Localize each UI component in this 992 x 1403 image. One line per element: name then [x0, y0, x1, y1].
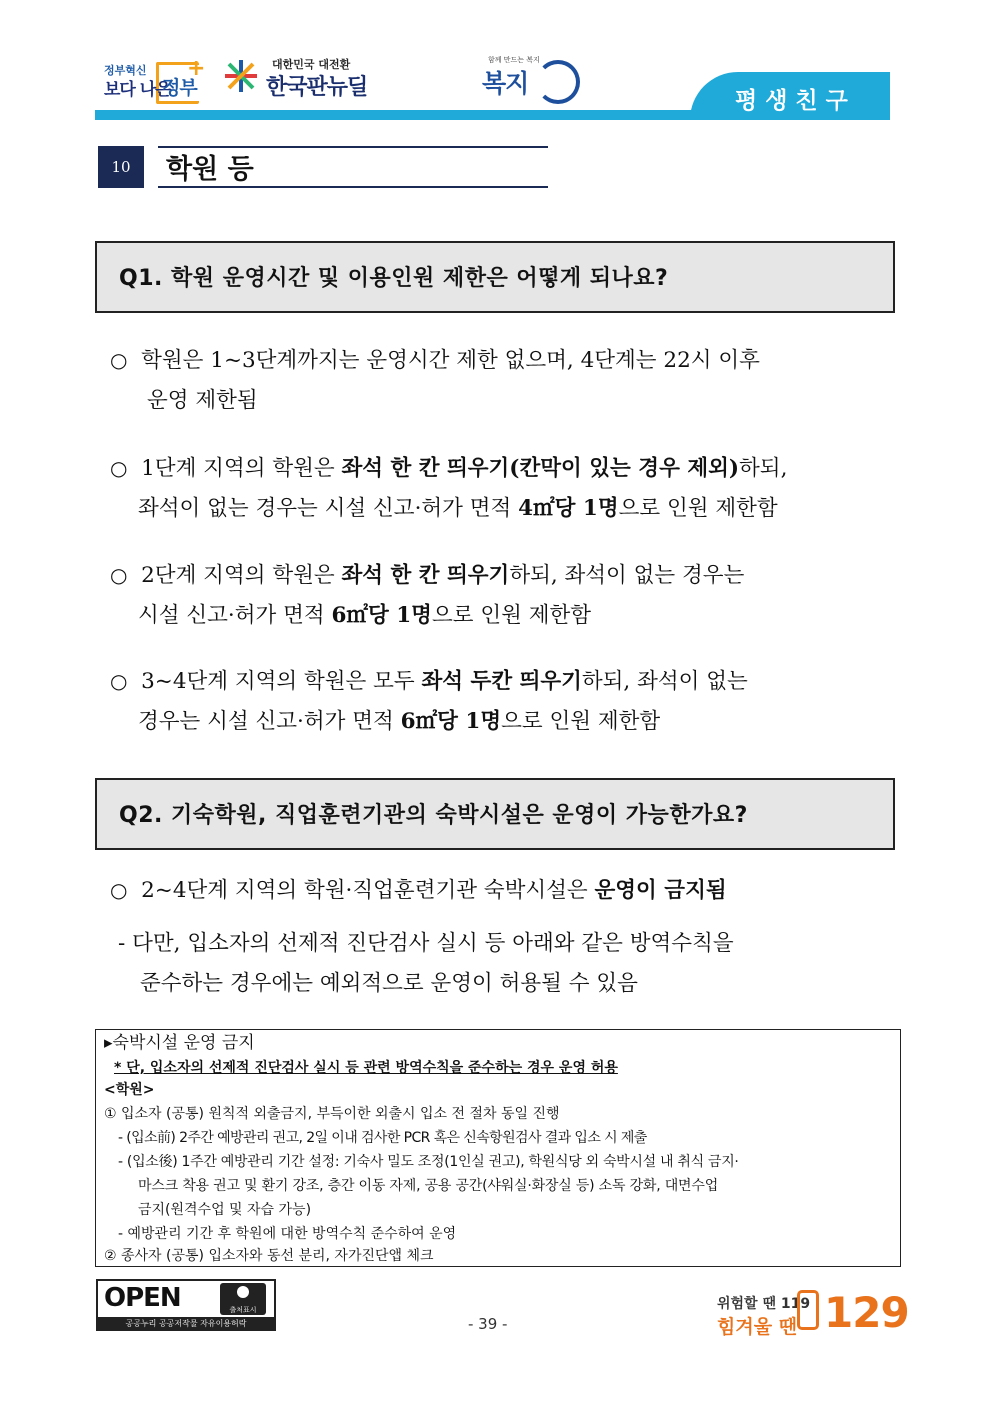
- note-item-2: ② 종사자 (공통) 입소자와 동선 분리, 자가진단앱 체크: [104, 1248, 434, 1264]
- text-line: 준수하는 경우에는 예외적으로 운영이 허용될 수 있음: [140, 971, 638, 996]
- open-license-badge: [96, 1279, 276, 1331]
- circle-bullet-icon: ○: [110, 348, 128, 372]
- attribution-icon: [220, 1283, 266, 1315]
- logo-welfare-small: 함께 만드는 복지: [488, 56, 540, 64]
- text-run: 시설 신고·허가 면적: [138, 603, 332, 628]
- header-tab-label: 평생친구: [735, 88, 856, 114]
- note-star-line: * 단, 입소자의 선제적 진단검사 실시 등 관련 방역수칙을 준수하는 경우 운영 허용: [114, 1060, 618, 1076]
- note-item-1b-line2: 마스크 착용 권고 및 환기 강조, 층간 이동 자제, 공용 공간(샤워실·화장실 등) 소독 강화, 대면수업: [138, 1178, 719, 1194]
- note-item-1c: - 예방관리 기간 후 학원에 대한 방역수칙 준수하여 운영: [118, 1226, 457, 1242]
- text-run: 3~4단계 지역의 학원은 모두: [141, 669, 422, 694]
- hotline-number: 129: [824, 1288, 909, 1337]
- circle-bullet-icon: ○: [110, 878, 128, 902]
- text-run: 하되,: [739, 456, 788, 481]
- note-item-1b-line1: - (입소後) 1주간 예방관리 기간 설정: 기숙사 밀도 조정(1인실 권고), 학원식당 외 숙박시설 내 취식 금지·: [118, 1154, 739, 1170]
- new-deal-star-icon: [223, 58, 259, 94]
- logo-gov-innovation-jeongbu: 정부: [162, 77, 197, 99]
- q2-paragraph-1: [110, 870, 900, 911]
- hotline-big-text: 힘겨울 땐: [717, 1316, 798, 1338]
- q1-paragraph-2: [110, 448, 900, 529]
- question-box-q2: [95, 778, 895, 850]
- question-box-q1: [95, 241, 895, 313]
- emphasis-text: 좌석 두칸 띄우기: [421, 669, 582, 694]
- text-run: 으로 인원 제한함: [431, 603, 592, 628]
- question-text-q2: Q2. 기숙학원, 직업훈련기관의 숙박시설은 운영이 가능한가요?: [119, 803, 748, 828]
- circle-bullet-icon: ○: [110, 456, 128, 480]
- text-run: 2~4단계 지역의 학원·직업훈련기관 숙박시설은: [141, 878, 595, 903]
- emphasis-text: 6㎡당 1명: [331, 603, 432, 628]
- circle-bullet-icon: ○: [110, 669, 128, 693]
- text-run: 으로 인원 제한함: [501, 709, 661, 734]
- q1-paragraph-3: [110, 555, 900, 636]
- hotline-small-text: 위험할 땐 119: [717, 1296, 811, 1312]
- plus-icon: +: [187, 56, 206, 81]
- text-run: 하되, 좌석이 없는: [581, 669, 748, 694]
- note-item-1a: - (입소前) 2주간 예방관리 권고, 2일 이내 검사한 PCR 혹은 신속항원검사 결과 입소 시 제출: [118, 1130, 647, 1146]
- page-number: - 39 -: [468, 1315, 508, 1333]
- section-divider-bottom: [158, 186, 548, 188]
- emphasis-text: 6㎡당 1명: [400, 709, 502, 734]
- logo-gov-innovation-big: 보다 나은: [104, 80, 171, 100]
- dash-bullet: -: [118, 931, 126, 956]
- note-item-1: ① 입소자 (공통) 원칙적 외출금지, 부득이한 외출시 입소 전 절차 동일 진행: [104, 1106, 560, 1122]
- text-run: 1단계 지역의 학원은: [141, 456, 342, 481]
- emphasis-text: 좌석 한 칸 띄우기(칸막이 있는 경우 제외): [341, 456, 740, 481]
- emphasis-text: 4㎡당 1명: [518, 496, 619, 521]
- text-line: 다만, 입소자의 선제적 진단검사 실시 등 아래와 같은 방역수칙을: [132, 931, 734, 956]
- open-label: OPEN: [104, 1283, 181, 1313]
- section-number: 10: [98, 146, 144, 188]
- text-line: 운영 제한됨: [147, 388, 258, 413]
- section-title: 학원 등: [166, 154, 254, 185]
- q1-paragraph-1: [110, 340, 900, 421]
- emphasis-text: 좌석 한 칸 띄우기: [341, 563, 510, 588]
- text-line: 학원은 1~3단계까지는 운영시간 제한 없으며, 4단계는 22시 이후: [141, 348, 760, 373]
- text-run: 경우는 시설 신고·허가 면적: [138, 709, 401, 734]
- note-title: ▸숙박시설 운영 금지: [104, 1033, 255, 1053]
- circle-bullet-icon: ○: [110, 563, 128, 587]
- emphasis-text: 운영이 금지됨: [594, 878, 727, 903]
- q2-paragraph-2: [118, 924, 900, 1004]
- note-subheading: <학원>: [104, 1082, 155, 1098]
- text-run: 으로 인원 제한함: [618, 496, 778, 521]
- note-box: [95, 1029, 901, 1267]
- logo-gov-innovation-small: 정부혁신: [104, 64, 147, 77]
- question-text-q1: Q1. 학원 운영시간 및 이용인원 제한은 어떻게 되나요?: [119, 266, 669, 291]
- text-run: 2단계 지역의 학원은: [141, 563, 342, 588]
- open-subtitle: 공공누리 공공저작물 자유이용허락: [98, 1317, 274, 1331]
- logo-welfare-ring-icon: [536, 60, 580, 104]
- logo-welfare-big: 복지: [482, 69, 529, 98]
- note-item-1b-line3: 금지(원격수업 및 자습 가능): [138, 1202, 312, 1218]
- attribution-icon-label: 출처표시: [229, 1306, 257, 1314]
- q1-paragraph-4: [110, 661, 900, 742]
- text-run: 좌석이 없는 경우는 시설 신고·허가 면적: [138, 496, 519, 521]
- logo-new-deal-big: 한국판뉴딜: [266, 75, 368, 100]
- text-run: 하되, 좌석이 없는 경우는: [509, 563, 745, 588]
- phone-icon: [797, 1290, 819, 1330]
- logo-new-deal-small: 대한민국 대전환: [272, 58, 351, 71]
